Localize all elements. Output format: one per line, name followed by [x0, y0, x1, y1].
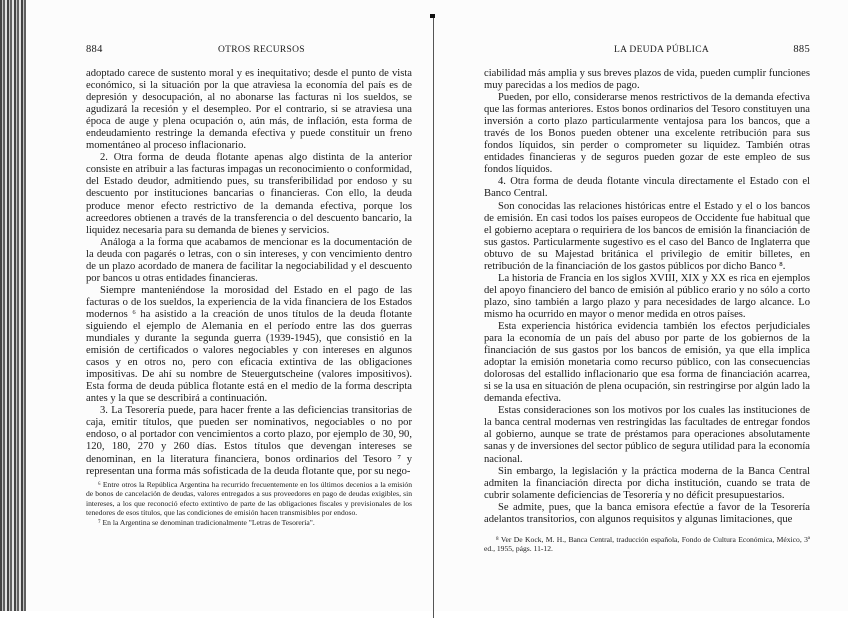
paragraph: La historia de Francia en los siglos XVIII, XIX y XX es rica en ejemplos del apoyo financiero del banco de emisión al público erario y no sólo a corto plazo, sino también a largo plazo y para necesidades de largo alcance. Lo mismo ha ocurrido en mayor o menor medida en otros países. [484, 272, 810, 320]
paragraph: 2. Otra forma de deuda flotante apenas algo distinta de la anterior consiste en atribuir a las facturas impagas un reconocimiento o conformidad, del Estado deudor, admitiendo pues, su transferibilidad por endoso y su descuento por instituciones bancarias o financieras. Con ello, la deuda produce menor efecto restrictivo de la demanda efectiva, porque los acreedores obtienen a través de la transferencia o del descuento bancario, la liquidez necesaria para su demanda de bienes y servicios. [86, 152, 412, 236]
scan-edge [0, 0, 26, 611]
right-footnotes [484, 535, 810, 554]
gutter-line [433, 18, 434, 618]
paragraph: ciabilidad más amplia y sus breves plazos de vida, pueden cumplir funciones muy parecidas a los medios de pago. [484, 68, 810, 92]
paragraph: adoptado carece de sustento moral y es inequitativo; desde el punto de vista económico, si la situación por la que atraviesa la economía del país es de depresión y desocupación, al no abonarse las facturas ni los sueldos, se agudizará la recesión y el desempleo. Por el contrario, si se atraviesa una época de auge y plena ocupación o, aún más, de inflación, esta forma de endeudamiento restringe la demanda efectiva y puede constituir un freno momentáneo al proceso inflacionario. [86, 68, 412, 152]
book-gutter [428, 0, 438, 611]
paragraph: Análoga a la forma que acabamos de mencionar es la documentación de la deuda con pagarés o letras, con o sin intereses, y con vencimiento dentro de un plazo acordado de manera de facilitar la negociabilidad y el descuento por bancos u otras entidades financieras. [86, 236, 412, 284]
footnote: ⁷ En la Argentina se denominan tradicionalmente "Letras de Tesorería". [98, 517, 315, 527]
paragraph: 4. Otra forma de deuda flotante vincula directamente el Estado con el Banco Central. [484, 176, 810, 200]
running-head: LA DEUDA PÚBLICA [614, 45, 710, 55]
paragraph: Se admite, pues, que la banca emisora efectúe a favor de la Tesorería adelantos transitorios, con algunos requisitos y algunas limitaciones, que [484, 501, 810, 525]
page-number: 885 [793, 44, 810, 55]
footnote: ⁸ Ver De Kock, M. H., Banca Central, traducción española, Fondo de Cultura Económica, México, 3ª ed., 1955, págs. 11-12. [484, 535, 810, 554]
paragraph: Estas consideraciones son los motivos por los cuales las instituciones de la banca central modernas ven restringidas las facultades de entregar fondos al gobierno, aunque se trate de préstamos para operaciones absolutamente sanas y de inversiones del sector público de segura utilidad para la economía nacional. [484, 405, 810, 465]
paragraph: Son conocidas las relaciones históricas entre el Estado y el o los bancos de emisión. En casi todos los países europeos de Occidente fue habitual que el gobierno aceptara o requiriera de los bancos de emisión la financiación de sus gastos. Particularmente sugestivo es el caso del Banco de Inglaterra que obtuvo de su Majestad británica el privilegio de emitir billetes, en retribución de la financiación de los gastos públicos por dicho Banco ⁸. [484, 200, 810, 272]
paragraph: Siempre manteniéndose la morosidad del Estado en el pago de las facturas o de los sueldos, la experiencia de la vida financiera de los Estados modernos ⁶ ha asistido a la creación de unos títulos de la deuda flotante siguiendo el ejemplo de Alemania en el período entre las dos guerras mundiales y durante la segunda guerra (1939-1945), que consistió en la emisión de certificados o valores negociables y con intereses en algunos casos y en otros no, pero con eficacia extintiva de las obligaciones impositivas. De ahí su nombre de Steuergutscheine (valores impositivos). Esta forma de deuda pública flotante está en el medio de la forma descripta antes y la que se describirá a continuación. [86, 284, 412, 405]
paragraph: 3. La Tesorería puede, para hacer frente a las deficiencias transitorias de caja, emitir títulos, que pueden ser nominativos, negociables o no por endoso, o al portador con vencimientos a corto plazo, por ejemplo de 30, 90, 120, 180, 270 y 260 días. Estos títulos que devengan intereses se denominan, en la literatura financiera, bonos ordinarios del Tesoro ⁷ y representan una forma más sofisticada de la deuda flotante que, por su nego- [86, 405, 412, 477]
left-body [86, 68, 412, 478]
running-head: OTROS RECURSOS [218, 45, 305, 55]
footnote: ⁶ Entre otros la República Argentina ha recurrido frecuentemente en los últimos decenios a la emisión de bonos de cancelación de deudas, valores entregados a sus proveedores en pago de deudas exigibles, sin intereses, a los que reconoció efecto extintivo de parte de las obligaciones fiscales y previsionales de los tenedores de esos títulos, que las condiciones de emisión hacen transmisibles por endoso. [86, 480, 412, 518]
page-number: 884 [86, 44, 103, 55]
right-body [484, 68, 810, 526]
paragraph: Esta experiencia histórica evidencia también los efectos perjudiciales para la economía de un país del abuso por parte de los gobiernos de la financiación de sus gastos por los bancos de emisión, ya que ella implica adoptar la emisión monetaria como recurso público, con las consecuencias dolorosas del estallido inflacionario que esa forma de financiación acarrea, si se la usa en situación de plena ocupación, sin restringirse por algún lado la demanda efectiva. [484, 320, 810, 405]
paragraph: Pueden, por ello, considerarse menos restrictivos de la demanda efectiva que las formas anteriores. Estos bonos ordinarios del Tesoro constituyen una inversión a corto plazo particularmente ventajosa para los bancos, que a través de los Bonos pueden obtener una excelente retribución para sus fondos líquidos, sin perder o comprometer su liquidez. También otras entidades financieras y de seguros pueden gozar de este empleo de sus fondos líquidos. [484, 92, 810, 176]
left-footnotes [86, 480, 412, 527]
paragraph: Sin embargo, la legislación y la práctica moderna de la Banca Central admiten la financiación directa por dicha institución, cuando se trata de cubrir solamente deficiencias de Tesorería y no déficit presupuestarios. [484, 465, 810, 501]
